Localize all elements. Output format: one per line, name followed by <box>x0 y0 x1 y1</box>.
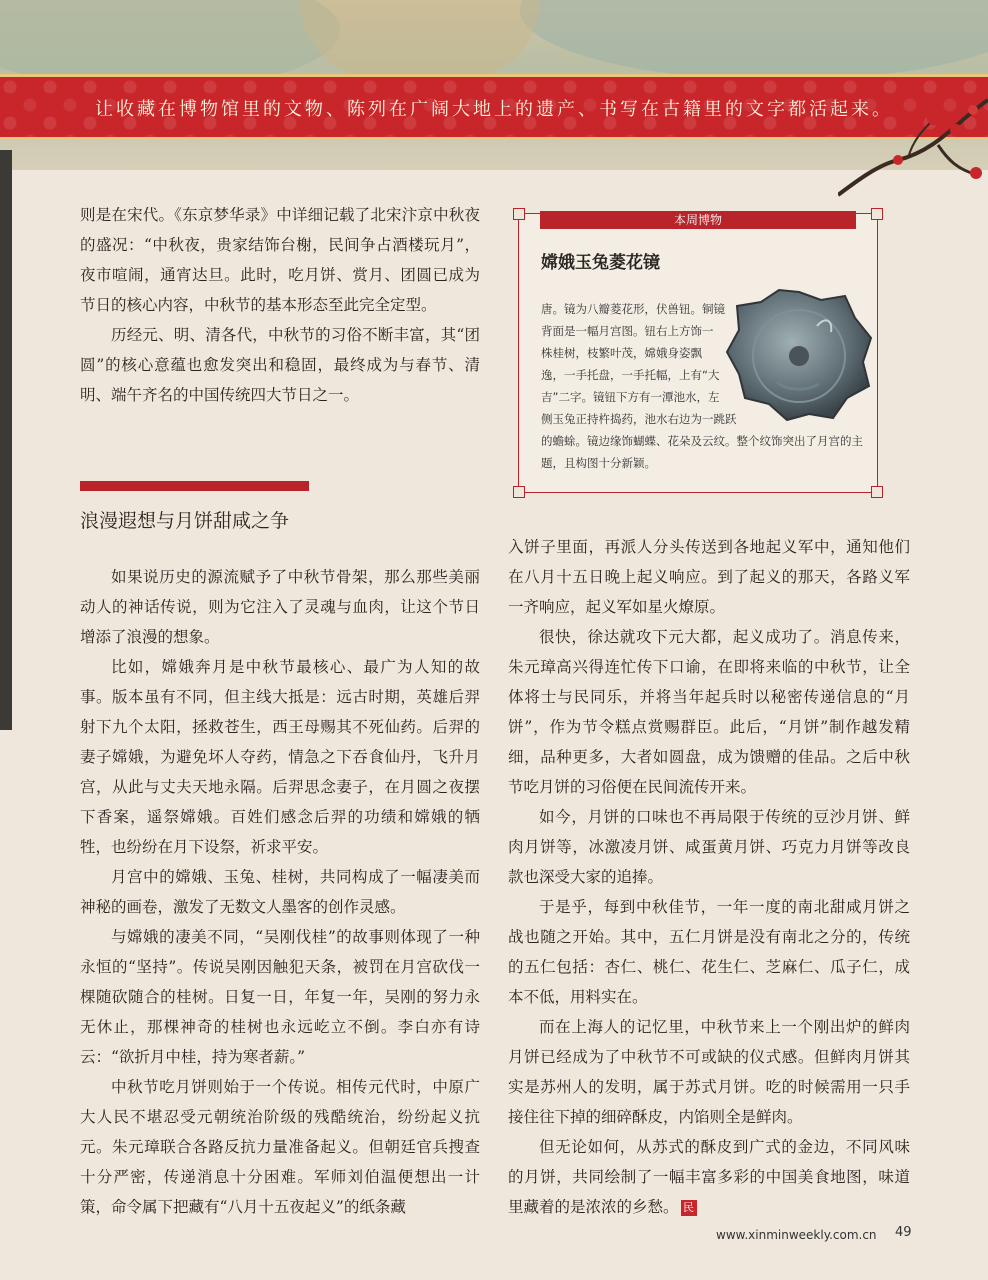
paragraph: 于是乎，每到中秋佳节，一年一度的南北甜咸月饼之战也随之开始。其中，五仁月饼是没有南北之分的，传统的五仁包括：杏仁、桃仁、花生仁、芝麻仁、瓜子仁，成本不低，用料实在。 <box>508 898 910 1006</box>
box-corner <box>513 208 525 220</box>
right-column <box>508 532 910 1222</box>
adjacent-page-image <box>0 150 12 730</box>
paragraph: 很快，徐达就攻下元大都，起义成功了。消息传来，朱元璋高兴得连忙传下口谕，在即将来临的中秋节，让全体将士与民同乐，并将当年起兵时以秘密传递信息的“月饼”，作为节令糕点赏赐群臣。此后，“月饼”制作越发精细，品种更多，大者如圆盘，成为馈赠的佳品。之后中秋节吃月饼的习俗便在民间流传开来。 <box>508 628 910 796</box>
paragraph: 如果说历史的源流赋予了中秋节骨架，那么那些美丽动人的神话传说，则为它注入了灵魂与血肉，让这个节日增添了浪漫的想象。 <box>80 568 480 646</box>
paragraph: 历经元、明、清各代，中秋节的习俗不断丰富，其“团圆”的核心意蕴也愈发突出和稳固，最终成为与春节、清明、端午齐名的中国传统四大节日之一。 <box>80 326 480 404</box>
sidebar-label: 本周博物 <box>540 211 856 229</box>
paragraph: 比如，嫦娥奔月是中秋节最核心、最广为人知的故事。版本虽有不同，但主线大抵是：远古时期，英雄后羿射下九个太阳，拯救苍生，西王母赐其不死仙药。后羿的妻子嫦娥，为避免坏人夺药，情急之下吞食仙丹，飞升月宫，从此与丈夫天地永隔。后羿思念妻子，在月圆之夜摆下香案，遥祭嫦娥。百姓们感念后羿的功绩和嫦娥的牺牲，也纷纷在月下设祭，祈求平安。 <box>80 658 480 856</box>
paragraph: 月宫中的嫦娥、玉兔、桂树，共同构成了一幅凄美而神秘的画卷，激发了无数文人墨客的创作灵感。 <box>80 868 480 916</box>
box-corner <box>871 486 883 498</box>
paragraph <box>508 1132 910 1222</box>
paragraph: 入饼子里面，再派人分头传送到各地起义军中，通知他们在八月十五日晚上起义响应。到了起义的那天，各路义军一齐响应，起义军如星火燎原。 <box>508 538 910 616</box>
sidebar-text: 唐。镜为八瓣菱花形，伏兽钮。铜镜背面是一幅月宫图。钮右上方饰一株桂树，枝繁叶茂，嫦娥身姿飘逸，一手托盘，一手托幅，上有“大吉”二字。镜钮下方有一潭池水，左侧玉兔正持杵捣药，池水右边为一跳跃的蟾蜍。镜边缘饰蝴蝶、花朵及云纹。整个纹饰突出了月宫的主题，且构图十分新颖。 <box>541 302 863 470</box>
section-title: 浪漫遐想与月饼甜咸之争 <box>80 510 290 532</box>
left-column-bottom <box>80 562 480 1222</box>
background-figure <box>300 0 540 80</box>
paragraph: 而在上海人的记忆里，中秋节来上一个刚出炉的鲜肉月饼已经成为了中秋节不可或缺的仪式感。但鲜肉月饼其实是苏州人的发明，属于苏式月饼。吃的时候需用一只手接住往下掉的细碎酥皮，内馅则全是鲜肉。 <box>508 1018 910 1126</box>
sidebar-box <box>518 213 878 493</box>
bronze-mirror-image <box>721 286 877 426</box>
box-corner <box>513 486 525 498</box>
plum-branch-icon <box>838 60 988 200</box>
paragraph: 如今，月饼的口味也不再局限于传统的豆沙月饼、鲜肉月饼等，冰激凌月饼、咸蛋黄月饼、巧克力月饼等改良款也深受大家的追捧。 <box>508 808 910 886</box>
mirror-icon <box>721 286 877 426</box>
sidebar-title: 嫦娥玉兔菱花镜 <box>541 253 660 273</box>
end-mark: 民 <box>681 1200 697 1216</box>
paragraph: 则是在宋代。《东京梦华录》中详细记载了北宋汴京中秋夜的盛况：“中秋夜，贵家结饰台榭，民间争占酒楼玩月”，夜市喧闹，通宵达旦。此时，吃月饼、赏月、团圆已成为节日的核心内容，中秋节的基本形态至此完全定型。 <box>80 206 480 314</box>
left-column-top <box>80 200 480 410</box>
sidebar-text-block <box>541 298 871 474</box>
paragraph: 与嫦娥的凄美不同，“吴刚伐桂”的故事则体现了一种永恒的“坚持”。传说吴刚因触犯天条，被罚在月宫砍伐一棵随砍随合的桂树。日复一日，年复一年，吴刚的努力永无休止，那棵神奇的桂树也永远屹立不倒。李白亦有诗云：“欲折月中桂，持为寒者薪。” <box>80 928 480 1066</box>
box-corner <box>871 208 883 220</box>
banner-text: 让收藏在博物馆里的文物、陈列在广阔大地上的遗产、书写在古籍里的文字都活起来。 <box>95 99 893 120</box>
footer-url: www.xinminweekly.com.cn <box>716 1228 877 1242</box>
paragraph: 中秋节吃月饼则始于一个传说。相传元代时，中原广大人民不堪忍受元朝统治阶级的残酷统治，纷纷起义抗元。朱元璋联合各路反抗力量准备起义。但朝廷官兵搜查十分严密，传递消息十分困难。军师刘伯温便想出一计策，命令属下把藏有“八月十五夜起义”的纸条藏 <box>80 1078 480 1216</box>
section-divider <box>80 481 309 491</box>
paragraph-text: 但无论如何，从苏式的酥皮到广式的金边，不同风味的月饼，共同绘制了一幅丰富多彩的中国美食地图，味道里藏着的是浓浓的乡愁。 <box>508 1138 910 1216</box>
page-number: 49 <box>895 1225 912 1240</box>
